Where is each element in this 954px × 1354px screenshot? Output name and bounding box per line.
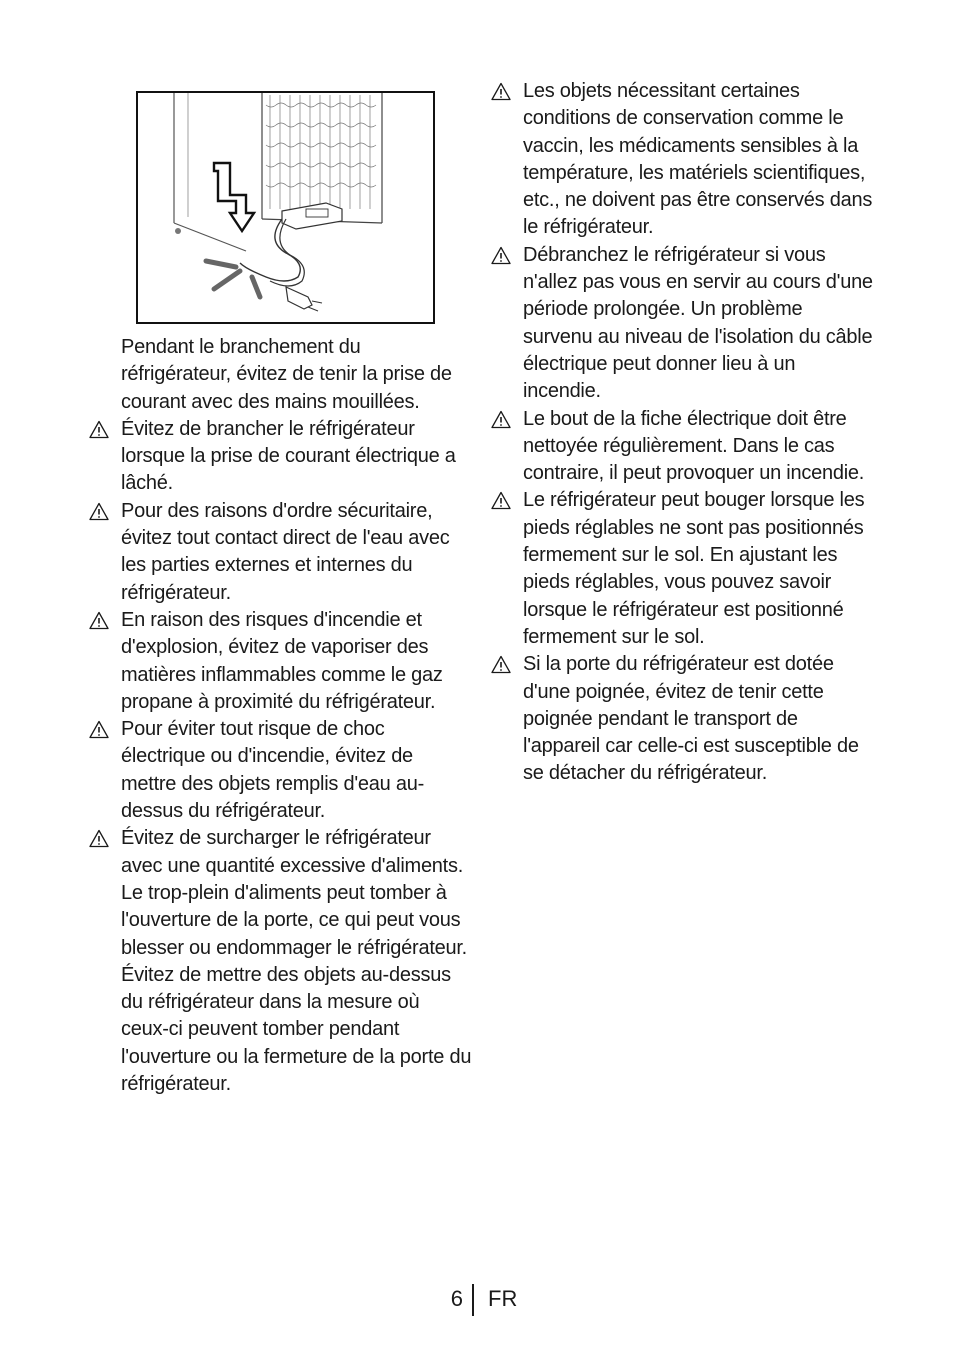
warning-item — [86, 825, 472, 1098]
warning-item — [86, 716, 472, 825]
warning-item — [488, 242, 876, 406]
warning-text: En raison des risques d'incendie et d'explosion, évitez de vaporiser des matières inflammables comme le gaz propane à proximité du réfrigérateur. — [121, 608, 443, 713]
warning-item — [488, 487, 876, 651]
warning-triangle-icon — [491, 410, 511, 429]
warning-text: Si la porte du réfrigérateur est dotée d'une poignée, évitez de tenir cette poignée pendant le transport de l'appareil car celle-ci est susceptible de se détacher du réfrigérateur. — [523, 653, 859, 785]
warning-triangle-icon — [89, 611, 109, 630]
warning-triangle-icon — [491, 82, 511, 101]
warning-triangle-icon — [89, 720, 109, 739]
warning-text: Débranchez le réfrigérateur si vous n'allez pas vous en servir au cours d'une période prolongée. Un problème survenu au niveau de l'isolation du câble électrique peut donner lieu à un incendie. — [523, 243, 873, 403]
warning-item — [488, 406, 876, 488]
warning-text: Le réfrigérateur peut bouger lorsque les pieds réglables ne sont pas positionnés fermement sur le sol. En ajustant les pieds réglables, vous pouvez savoir lorsque le réfrigérateur est positionné fermement sur le sol. — [523, 489, 865, 648]
warning-triangle-icon — [89, 420, 109, 439]
footer-separator — [472, 1284, 474, 1316]
warning-text: Pour éviter tout risque de choc électrique ou d'incendie, évitez de mettre des objets remplis d'eau au-dessus du réfrigérateur. — [121, 718, 424, 823]
intro-paragraph: Pendant le branchement du réfrigérateur, évitez de tenir la prise de courant avec des mains mouillées. — [121, 336, 452, 413]
warning-item — [86, 416, 472, 498]
page-footer — [0, 1284, 954, 1316]
warning-text: Le bout de la fiche électrique doit être nettoyée régulièrement. Dans le cas contraire, il peut provoquer un incendie. — [523, 407, 865, 485]
warning-item — [86, 607, 472, 716]
language-code: FR — [488, 1286, 518, 1311]
page-number: 6 — [450, 1286, 463, 1311]
warning-triangle-icon — [89, 829, 109, 848]
warning-item — [488, 78, 876, 242]
warning-item — [488, 651, 876, 787]
warning-triangle-icon — [491, 491, 511, 510]
warning-triangle-icon — [491, 246, 511, 265]
warning-text: Les objets nécessitant certaines conditions de conservation comme le vaccin, les médicaments sensibles à la température, les matériels scientifiques, etc., ne doivent pas être conservés dans le réfrigérateur. — [523, 80, 873, 239]
warning-triangle-icon — [491, 655, 511, 674]
right-column — [488, 78, 876, 788]
warning-text: Évitez de surcharger le réfrigérateur avec une quantité excessive d'aliments. Le trop-plein d'aliments peut tomber à l'ouverture de la porte, ce qui peut vous blesser ou endommager le réfrigérateur. Évitez de mettre des objets au-dessus du réfrigérateur dans la mesure où ceux-ci peuvent tomber pendant l'ouverture ou la fermeture de la porte du réfrigérateur. — [121, 827, 472, 1096]
warning-text: Évitez de brancher le réfrigérateur lorsque la prise de courant électrique a lâché. — [121, 417, 456, 495]
left-column — [86, 78, 472, 1098]
warning-item — [86, 498, 472, 607]
warning-triangle-icon — [89, 502, 109, 521]
warning-text: Pour des raisons d'ordre sécuritaire, évitez tout contact direct de l'eau avec les parties externes et internes du réfrigérateur. — [121, 499, 450, 604]
